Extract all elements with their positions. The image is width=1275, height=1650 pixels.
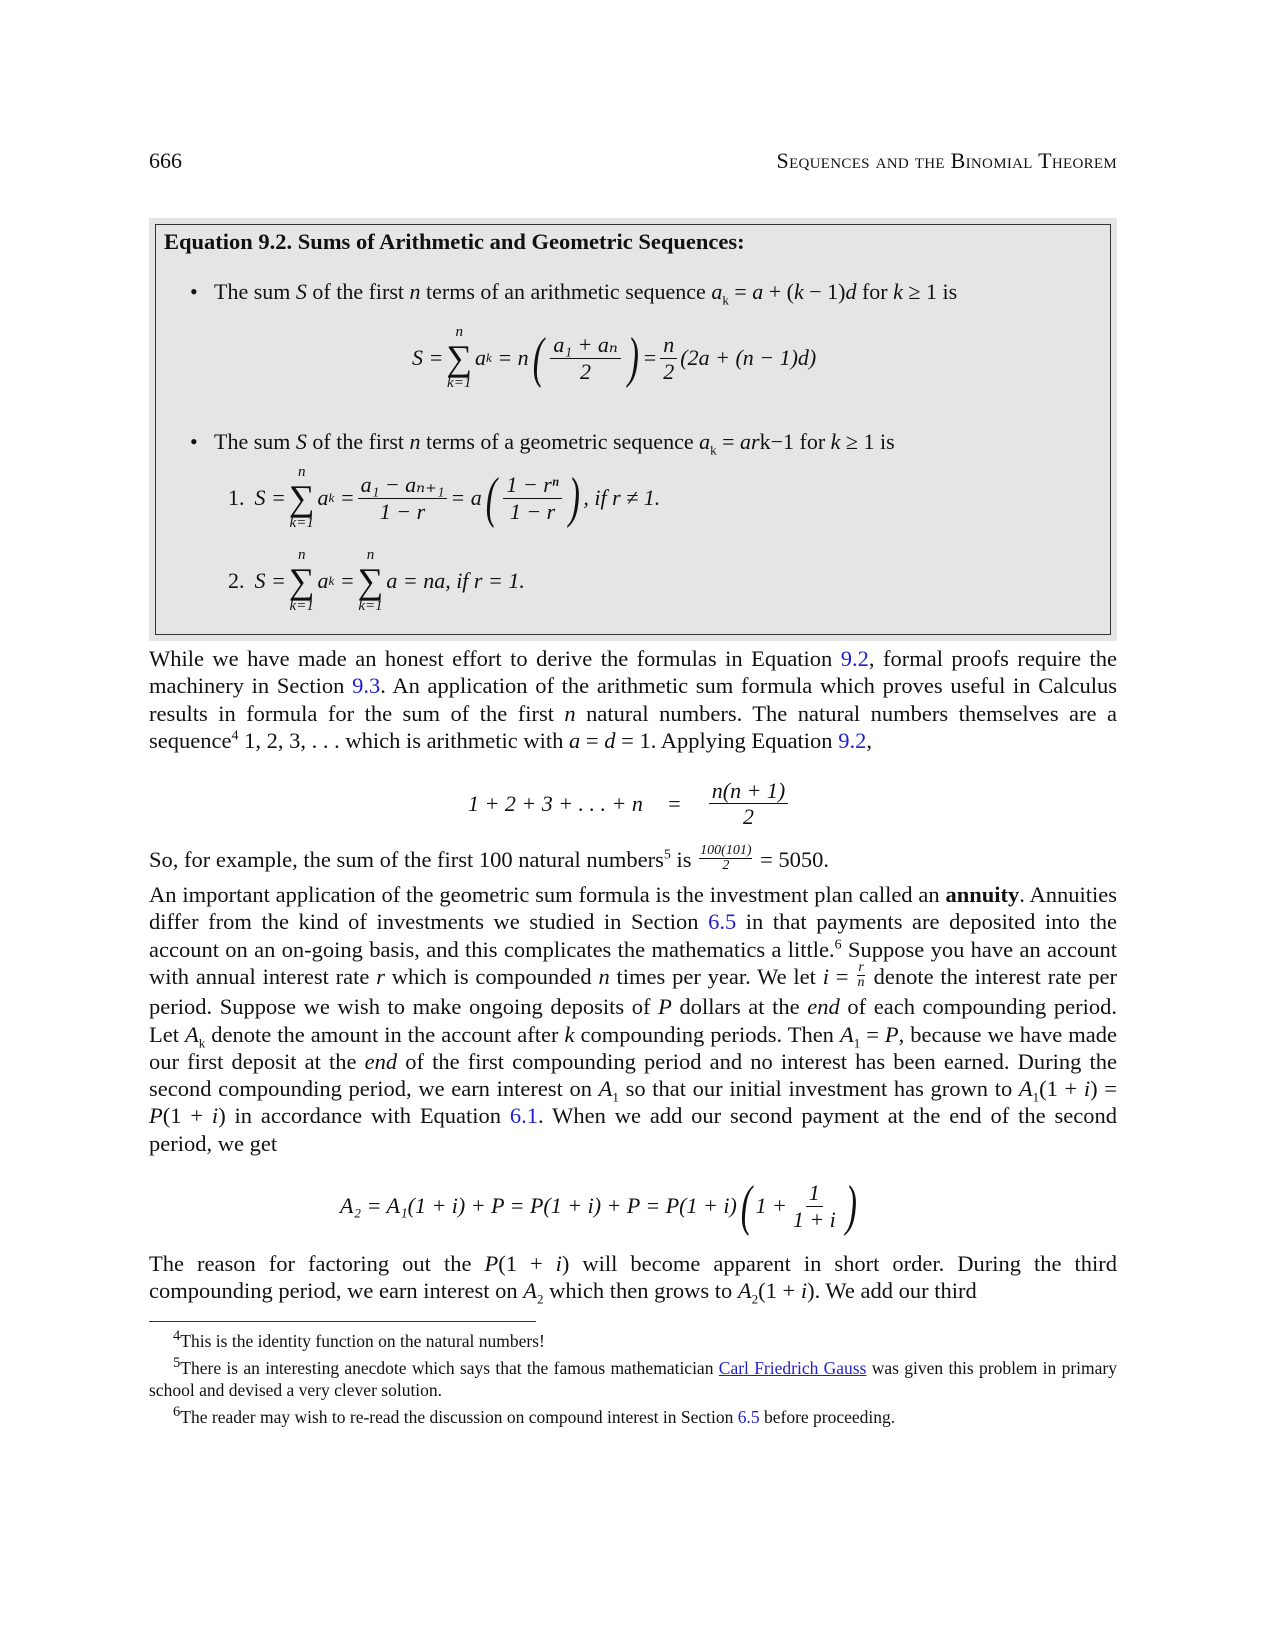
math-variable: i — [211, 1103, 219, 1129]
math-variable: n — [409, 279, 421, 304]
subscript: k — [198, 1035, 206, 1051]
text: compounding periods. Then — [574, 1021, 840, 1047]
math-token: 1 — [806, 1180, 823, 1206]
math-token: = a — [450, 485, 482, 510]
text: terms of a geometric sequence — [420, 429, 700, 454]
subscript: k — [722, 292, 729, 308]
text: = — [580, 727, 605, 753]
math-token: a₁ − aₙ₊₁ — [358, 472, 448, 498]
math-token: n — [660, 332, 677, 358]
text: While we have made an honest effort to derive the formulas in Equation — [149, 646, 841, 671]
page-header — [149, 148, 1117, 174]
text: This is the identity function on the natural numbers! — [180, 1330, 545, 1351]
footnotes — [149, 1325, 1117, 1427]
text: is — [670, 847, 698, 872]
cross-reference-link[interactable]: 6.5 — [708, 909, 737, 935]
math-token: a₁ + aₙ — [550, 332, 620, 358]
math-variable: k — [893, 279, 903, 304]
inline-fraction: $\frac{100(101)}{2}$ — [700, 843, 752, 874]
math-variable: A — [737, 1278, 752, 1304]
a2-equation: A₂ = A₁(1 + i) + P = P(1 + i) + P = P(1 + i) ( 1 + $\frac{1}{1 + i}$ ) — [340, 1175, 857, 1237]
math-variable: a — [569, 727, 581, 753]
text: The reason for factoring out the — [149, 1251, 485, 1276]
text: so that our initial investment has grown to — [618, 1076, 1019, 1102]
math-variable: ar — [740, 429, 760, 454]
paragraph-intro — [149, 645, 1117, 754]
math-variable: a — [711, 279, 723, 304]
gauss-sum-equation — [468, 778, 791, 830]
math-token: A₂ = A₁(1 + i) + P = P(1 + i) + P = P(1 + i) — [340, 1193, 737, 1218]
bold-term: annuity — [945, 882, 1020, 907]
math-variable: P — [149, 1103, 163, 1129]
cross-reference-link[interactable]: 9.2 — [840, 646, 869, 671]
math-token: 1 − rⁿ — [503, 472, 561, 498]
math-variable: n — [409, 429, 421, 454]
geometric-sum-formula-2: 2. S = n ∑ k=1 a k = n ∑ k=1 a = na, if r = 1. — [228, 547, 525, 614]
subscript: 1 — [1032, 1089, 1040, 1105]
math-token: a — [317, 485, 329, 510]
math-variable: k — [564, 1021, 575, 1047]
paragraph-third-period — [149, 1250, 1117, 1305]
text: for — [856, 279, 894, 304]
math-token: 2 — [663, 358, 675, 384]
text: ). We add our third — [807, 1278, 977, 1304]
footnote-marker[interactable]: 6 — [834, 937, 842, 953]
cross-reference-link[interactable]: 6.5 — [737, 1406, 760, 1427]
text: dollars at the — [671, 994, 808, 1020]
bullet-icon: • — [190, 429, 198, 454]
equation-box — [149, 218, 1117, 641]
math-variable: P — [658, 994, 672, 1020]
text: was given this problem in primary school and devised a very clever solution. — [149, 1357, 1117, 1400]
math-token: , if r ≠ 1. — [583, 485, 661, 510]
math-variable: k — [793, 279, 804, 304]
text: terms of an arithmetic sequence — [420, 279, 712, 304]
math-variable: i — [800, 1278, 808, 1304]
page-number: 666 — [149, 148, 182, 173]
text: of each compounding period. Let — [149, 994, 1118, 1047]
math-variable: A — [523, 1278, 538, 1304]
text: before proceeding. — [759, 1406, 896, 1427]
text: (1 + — [1039, 1076, 1084, 1102]
math-variable: P — [884, 1021, 899, 1047]
text: ) will become apparent in short order. During the third compounding period, we earn interest on — [149, 1251, 1117, 1304]
math-token: S = — [254, 568, 286, 593]
math-variable: a — [752, 279, 764, 304]
bullet-arithmetic — [190, 279, 958, 308]
math-token: n(n + 1) — [709, 778, 789, 804]
text: denote the amount in the account after — [205, 1021, 565, 1047]
math-token: n — [366, 547, 375, 563]
math-variable: d — [845, 279, 857, 304]
text: which then grows to — [543, 1278, 738, 1304]
text: There is an interesting anecdote which says that the famous mathematician — [180, 1357, 719, 1378]
math-variable: end — [364, 1048, 398, 1074]
text: The sum — [214, 429, 296, 454]
math-variable: k — [830, 429, 841, 454]
text: of the first — [306, 429, 410, 454]
text: Suppose you have an account with annual interest rate — [149, 936, 1117, 989]
text: (1 + — [498, 1251, 556, 1276]
text: The sum — [214, 279, 296, 304]
footnote-marker[interactable]: 5 — [663, 847, 671, 863]
text: ≥ 1 is — [840, 429, 895, 454]
math-token: a = na, if r = 1. — [386, 568, 525, 593]
footnote-rule — [149, 1321, 536, 1322]
text: ) in accordance with Equation — [218, 1103, 510, 1129]
geometric-sum-formula-1: 1. S = n ∑ k=1 a k = $\frac{\text{a₁ − aₙ₊₁}}{1 - r}$ = a ( $\frac{\text{1 − rⁿ}}{1 - r}$ ) , if r ≠ 1. — [228, 464, 661, 531]
footnote-marker: 5 — [173, 1354, 181, 1371]
text: of the first — [306, 279, 410, 304]
arithmetic-sum-formula: S = n ∑ k=1 a k = n ( $\frac{\text{a₁ + aₙ}}{2}$ ) = $\frac{n}{2}$ (2a + (n − 1)d) — [412, 324, 817, 391]
text: denote the interest rate per period. Suppose we wish to make ongoing deposits of — [149, 963, 1117, 1020]
math-token: a — [475, 345, 487, 370]
math-variable: n — [598, 963, 610, 989]
text: for — [794, 429, 831, 454]
math-token: k=1 — [289, 598, 314, 614]
text: of the first compounding period and no interest has been earned. During the second compounding period, we earn interest on — [149, 1048, 1117, 1102]
cross-reference-link[interactable]: 6.1 — [509, 1103, 539, 1129]
math-token: 1 − r — [509, 498, 556, 524]
math-variable: A — [839, 1021, 854, 1047]
text: ≥ 1 is — [902, 279, 958, 304]
text: . An application of the arithmetic sum formula which proves useful in Calculus results in formula for the sum of the first — [149, 673, 1117, 726]
text: natural numbers. The natural numbers themselves are a sequence — [149, 700, 1117, 753]
text: So, for example, the sum of the first 100 natural numbers — [149, 847, 664, 872]
inline-fraction: $\frac{r}{n}$ — [857, 960, 865, 991]
math-token: n — [297, 547, 306, 563]
math-variable: A — [1018, 1076, 1033, 1102]
text: = — [828, 963, 856, 989]
text: An important application of the geometric sum formula is the investment plan called an — [149, 882, 946, 907]
math-token: (2a + (n − 1)d) — [680, 345, 817, 370]
math-token: = — [339, 568, 355, 593]
math-token: = — [666, 790, 682, 816]
math-token: n — [297, 464, 306, 480]
footnote-5 — [149, 1352, 1117, 1401]
math-token: S = — [254, 485, 286, 510]
paragraph-example — [149, 843, 1117, 876]
footnote-marker: 6 — [173, 1403, 181, 1420]
footnote-4 — [149, 1325, 1117, 1352]
text: , because we have made our first deposit at the — [149, 1021, 1117, 1074]
subscript: 1 — [612, 1089, 619, 1105]
bullet-text — [214, 279, 958, 308]
bullet-icon: • — [190, 279, 198, 304]
math-variable: i — [1083, 1076, 1091, 1102]
running-title: Sequences and the Binomial Theorem — [776, 148, 1117, 173]
math-variable: A — [185, 1021, 199, 1047]
text: The reader may wish to re-read the discussion on compound interest in Section — [180, 1406, 738, 1427]
math-token: 2 — [580, 358, 592, 384]
math-token: 2 — [743, 804, 754, 830]
text: − 1) — [803, 279, 846, 304]
text: . Annuities differ from the kind of investments we studied in Section — [149, 882, 1117, 935]
text: = 1. Applying Equation — [615, 727, 839, 753]
text: , formal proofs require the machinery in Section — [149, 646, 1117, 699]
text: . When we add our second payment at the end of the second period, we get — [149, 1103, 1117, 1156]
math-variable: n — [564, 700, 576, 726]
text: which is compounded — [384, 963, 599, 989]
paragraph-annuity — [149, 881, 1117, 1157]
math-variable: d — [604, 727, 616, 753]
cross-reference-link[interactable]: 9.3 — [352, 673, 381, 699]
cross-reference-link[interactable]: 9.2 — [838, 727, 867, 753]
math-token: a — [317, 568, 329, 593]
math-variable: i — [555, 1251, 562, 1276]
bullet-geometric — [190, 429, 895, 458]
external-link[interactable]: Carl Friedrich Gauss — [718, 1357, 867, 1378]
text: 1, 2, 3, . . . which is arithmetic with — [238, 727, 570, 753]
math-token: = — [339, 485, 355, 510]
footnote-marker[interactable]: 4 — [231, 728, 239, 744]
text: = — [860, 1021, 885, 1047]
bullet-text — [214, 429, 895, 458]
text: = 5050. — [754, 847, 830, 872]
subscript: 2 — [537, 1291, 544, 1307]
math-token: k=1 — [358, 598, 383, 614]
math-token: 1. — [228, 485, 245, 510]
text: ) = — [1090, 1076, 1117, 1102]
math-variable: a — [699, 429, 711, 454]
equation-title: Equation 9.2. Sums of Arithmetic and Geometric Sequences: — [164, 229, 745, 254]
text: (1 + — [758, 1278, 801, 1304]
math-variable: i — [822, 963, 829, 989]
math-token: = n — [497, 345, 529, 370]
math-token: 1 + — [755, 1193, 787, 1218]
math-token: 1 + i — [792, 1206, 836, 1232]
subscript: k — [710, 442, 717, 458]
text: (1 + — [162, 1103, 212, 1129]
subscript: 2 — [751, 1291, 759, 1307]
math-token: 1 + 2 + 3 + . . . + n — [468, 790, 643, 816]
text: k−1 — [759, 429, 794, 454]
math-variable: S — [295, 429, 307, 454]
math-token: 2. — [228, 568, 245, 593]
text: = — [716, 429, 741, 454]
text: , — [866, 727, 872, 753]
text: in that payments are deposited into the account on an on-going basis, and this complicates the mathematics a little. — [149, 909, 1117, 962]
math-token: 1 − r — [379, 498, 426, 524]
footnote-marker: 4 — [173, 1328, 181, 1344]
text: = — [728, 279, 753, 304]
math-variable: P — [484, 1251, 499, 1276]
math-token: k=1 — [289, 515, 314, 531]
footnote-6 — [149, 1401, 1117, 1428]
math-variable: end — [807, 994, 840, 1020]
math-variable: A — [598, 1076, 613, 1102]
math-token: k=1 — [447, 375, 472, 391]
math-variable: S — [295, 279, 307, 304]
math-token: S = — [412, 345, 444, 370]
text: times per year. We let — [609, 963, 823, 989]
subscript: 1 — [853, 1035, 861, 1051]
math-token: n — [455, 324, 463, 340]
text: + ( — [763, 279, 794, 304]
math-token: = — [642, 345, 658, 370]
math-variable: r — [376, 963, 385, 989]
